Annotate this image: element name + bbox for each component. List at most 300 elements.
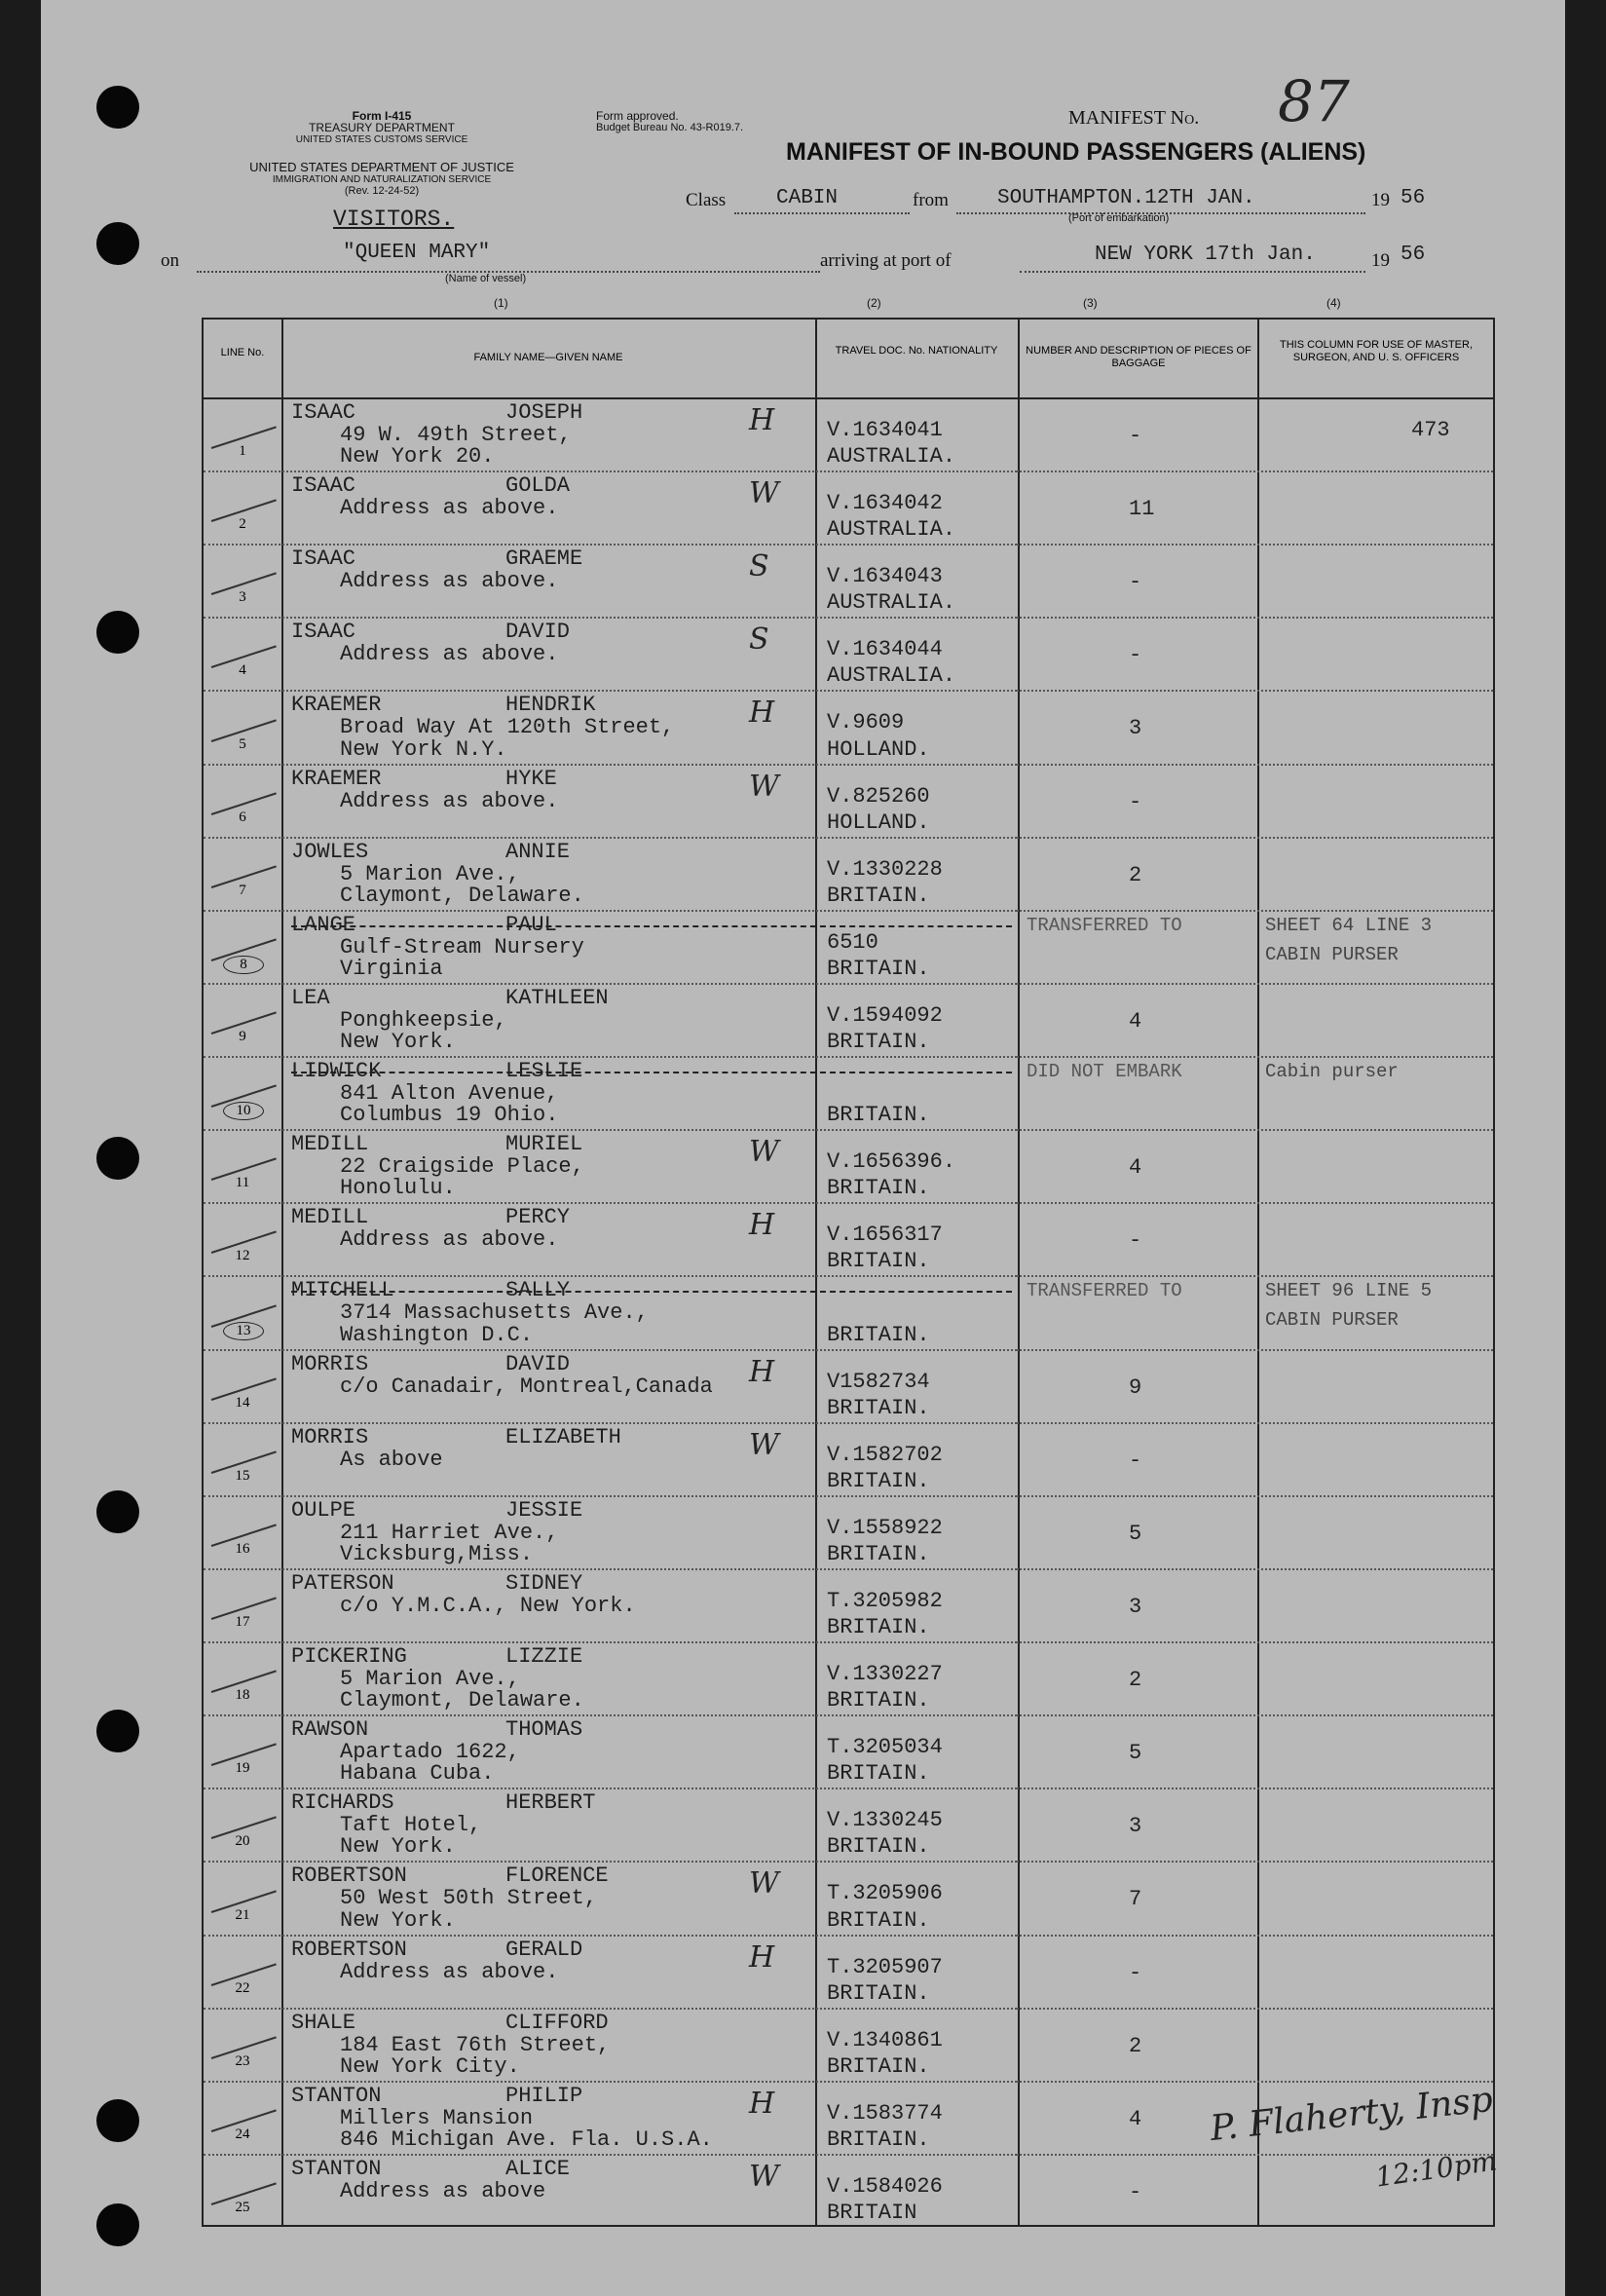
nationality: BRITAIN. [827,1468,930,1493]
address-line-1: Address as above. [340,496,559,521]
year2-value: 56 [1401,244,1426,266]
strike-line [291,1291,1012,1293]
row-rule [1017,1349,1493,1351]
header-officers: THIS COLUMN FOR USE OF MASTER, SURGEON, AND U. S. OFFICERS [1279,339,1473,363]
baggage: 5 [1129,1521,1142,1546]
address-line-1: Address as above. [340,642,559,667]
punch-hole [96,86,139,129]
address-line-1: Address as above [340,2178,546,2203]
hand-mark: H [749,403,775,437]
table-row [204,1422,1493,1495]
row-rule [204,1935,1017,1937]
address-line-1: 50 West 50th Street, [340,1886,598,1911]
row-rule [204,1568,1017,1570]
address-line-1: Broad Way At 120th Street, [340,715,675,740]
line-number: 6 [239,809,246,825]
vessel-caption: (Name of vessel) [445,273,527,284]
given-name: DAVID [505,1351,571,1376]
given-name: SIDNEY [505,1570,583,1596]
nationality: BRITAIN. [827,1395,930,1420]
hand-mark: H [749,1208,775,1243]
manifest-title: MANIFEST OF IN-BOUND PASSENGERS (ALIENS) [786,138,1366,166]
year1-value: 56 [1401,187,1426,209]
address-line-1: Address as above. [340,788,559,813]
family-name: STANTON [291,2156,382,2181]
baggage: 2 [1129,862,1142,887]
from-value: SOUTHAMPTON.12TH JAN. [997,187,1255,209]
punch-hole [96,1490,139,1533]
row-rule [1017,470,1493,472]
hand-mark: S [749,549,769,584]
table-row [204,2008,1493,2081]
row-rule [204,1861,1017,1863]
col-num-1: (1) [494,296,508,310]
form-approved: Form approved. [596,109,679,123]
nationality: BRITAIN. [827,1103,930,1128]
year2-label: 19 [1371,250,1390,271]
travel-doc-no: T.3205034 [827,1735,943,1760]
address-line-2: New York. [340,1907,456,1933]
line-number: 2 [239,516,246,533]
baggage: - [1129,570,1142,595]
row-rule [1017,1788,1493,1789]
address-line-2: Habana Cuba. [340,1761,495,1787]
travel-doc-no: V.1634041 [827,418,943,442]
col-num-2: (2) [867,296,881,310]
treasury-dept: TREASURY DEPARTMENT [309,121,455,134]
row-rule [204,1641,1017,1643]
nationality: BRITAIN. [827,1688,930,1713]
row-rule [204,2154,1017,2156]
given-name: GERALD [505,1937,583,1962]
row-rule [204,837,1017,839]
line-number: 18 [235,1687,250,1704]
nationality: BRITAIN. [827,1834,930,1860]
header-travel: TRAVEL DOC. No. NATIONALITY [835,345,998,357]
table-row [204,544,1493,617]
family-name: OULPE [291,1497,356,1523]
officer-note-2: CABIN PURSER [1265,1309,1399,1332]
line-number: 22 [235,1979,250,1996]
address-line-1: 841 Alton Avenue, [340,1081,559,1107]
address-line-1: 5 Marion Ave., [340,1667,520,1692]
row-rule [1017,983,1493,985]
family-name: ISAAC [291,400,356,425]
family-name: ISAAC [291,546,356,572]
line-number: 4 [239,662,246,679]
hand-mark: W [749,2159,779,2194]
line-number: 21 [235,1906,250,1923]
row-rule [204,1714,1017,1716]
row-rule [204,764,1017,766]
address-line-1: 22 Craigside Place, [340,1154,584,1180]
nationality: BRITAIN. [827,883,930,908]
col-num-3: (3) [1083,296,1098,310]
row-rule [1017,2008,1493,2010]
row-rule [1017,1275,1493,1277]
nationality: BRITAIN. [827,1322,930,1347]
hand-mark: S [749,622,769,658]
table-row [204,1714,1493,1788]
visitors-label: VISITORS. [333,207,455,232]
hand-mark: H [749,1939,775,1975]
table-header [204,320,1493,399]
baggage: - [1129,2179,1142,2204]
line-number: 17 [235,1614,250,1631]
table-row [204,617,1493,690]
line-number: 24 [235,2126,250,2142]
baggage: 3 [1129,1814,1142,1839]
family-name: MORRIS [291,1424,369,1449]
address-line-1: 3714 Massachusetts Ave., [340,1300,649,1326]
line-number: 7 [239,882,246,898]
table-row [204,1861,1493,1934]
address-line-1: Apartado 1622, [340,1740,520,1765]
travel-doc-no: V.9609 [827,710,905,735]
address-line-1: As above [340,1447,443,1472]
table-row [204,1275,1493,1348]
line-number: 3 [239,589,246,606]
header-baggage: NUMBER AND DESCRIPTION OF PIECES OF BAGGAGE [1026,345,1251,369]
row-rule [204,1495,1017,1497]
nationality: BRITAIN. [827,2127,930,2152]
given-name: HERBERT [505,1790,596,1816]
punch-hole [96,2099,139,2142]
row-rule [1017,690,1493,692]
baggage: 4 [1129,1008,1142,1034]
nationality: AUSTRALIA. [827,517,956,543]
from-label: from [913,190,949,210]
address-line-2: New York N.Y. [340,736,507,762]
travel-doc-no: T.3205907 [827,1954,943,1979]
family-name: PICKERING [291,1644,407,1670]
nationality: BRITAIN. [827,1030,930,1055]
address-line-1: c/o Y.M.C.A., New York. [340,1593,636,1618]
nationality: BRITAIN [827,2200,917,2225]
table-row [204,1129,1493,1202]
row-rule [204,1129,1017,1131]
travel-doc-no: V.1634042 [827,491,943,516]
table-row [204,983,1493,1056]
port-caption: (Port of embarkation) [1068,212,1170,224]
row-rule [204,617,1017,619]
nationality: BRITAIN. [827,1907,930,1933]
travel-doc-no: V.1634044 [827,637,943,662]
row-rule [1017,764,1493,766]
nationality: AUSTRALIA. [827,663,956,689]
nationality: BRITAIN. [827,1249,930,1274]
baggage: 4 [1129,1155,1142,1181]
travel-doc-no: V.1330245 [827,1808,943,1833]
table-row [204,1495,1493,1568]
line-number: 25 [235,2199,250,2215]
given-name: HENDRIK [505,693,596,718]
row-rule [1017,1129,1493,1131]
officer-note: 473 [1411,418,1450,442]
family-name: RICHARDS [291,1790,394,1816]
line-number: 13 [223,1322,264,1340]
address-line-2: Claymont, Delaware. [340,1688,584,1713]
travel-doc-no: V.1582702 [827,1442,943,1467]
given-name: LIZZIE [505,1644,583,1670]
baggage: 9 [1129,1374,1142,1400]
family-name: ROBERTSON [291,1863,407,1889]
row-rule [1017,1568,1493,1570]
manifest-number-label: MANIFEST No. [1068,107,1200,129]
nationality: BRITAIN. [827,1615,930,1640]
arriving-underline [1020,271,1365,273]
nationality: AUSTRALIA. [827,444,956,470]
table-row [204,1202,1493,1275]
nationality: BRITAIN. [827,1176,930,1201]
hand-mark: H [749,2086,775,2121]
address-line-2: New York City. [340,2053,520,2079]
on-label: on [161,250,179,271]
baggage: 4 [1129,2106,1142,2131]
given-name: SALLY [505,1278,571,1303]
class-label: Class [686,190,727,210]
address-line-2: Washington D.C. [340,1322,534,1347]
family-name: MORRIS [291,1351,369,1376]
travel-doc-no: V.1583774 [827,2100,943,2126]
baggage: DID NOT EMBARK [1027,1061,1182,1083]
table-row [204,910,1493,983]
baggage: 5 [1129,1741,1142,1766]
punch-hole [96,222,139,265]
travel-doc-no: T.3205982 [827,1588,943,1613]
address-line-1: 5 Marion Ave., [340,861,520,886]
nationality: BRITAIN. [827,1761,930,1787]
address-line-1: Address as above. [340,1959,559,1984]
row-rule [1017,2081,1493,2083]
travel-doc-no: V.1594092 [827,1002,943,1028]
address-line-1: 211 Harriet Ave., [340,1520,559,1545]
table-row [204,690,1493,763]
row-rule [204,1349,1017,1351]
row-rule [1017,1714,1493,1716]
table-row [204,1056,1493,1129]
line-number: 12 [235,1248,250,1264]
travel-doc-no: V.1584026 [827,2173,943,2199]
baggage: - [1129,1448,1142,1473]
baggage: 2 [1129,1668,1142,1693]
line-number: 14 [235,1394,250,1411]
punch-hole [96,1710,139,1752]
given-name: THOMAS [505,1717,583,1743]
row-rule [204,1422,1017,1424]
header-name: FAMILY NAME—GIVEN NAME [473,352,623,363]
budget-bureau: Budget Bureau No. 43-R019.7. [596,122,744,133]
travel-doc-no: 6510 [827,929,878,955]
punch-hole [96,611,139,654]
family-name: RAWSON [291,1717,369,1743]
table-row [204,1935,1493,2008]
hand-mark: H [749,1354,775,1389]
row-rule [204,983,1017,985]
travel-doc-no: V.1330227 [827,1662,943,1687]
strike-line [291,925,1012,927]
row-rule [1017,1202,1493,1204]
row-rule [1017,1641,1493,1643]
row-rule [1017,1861,1493,1863]
line-number: 19 [235,1760,250,1777]
strike-line [291,1072,1012,1073]
family-name: JOWLES [291,839,369,864]
given-name: PERCY [505,1205,571,1230]
address-line-1: Gulf-Stream Nursery [340,934,584,960]
row-rule [1017,1056,1493,1058]
nationality: BRITAIN. [827,1541,930,1566]
customs-service: UNITED STATES CUSTOMS SERVICE [295,134,468,145]
arriving-value: NEW YORK 17th Jan. [1095,244,1316,266]
address-line-1: Ponghkeepsie, [340,1007,507,1033]
family-name: MEDILL [291,1132,369,1157]
punch-hole [96,2203,139,2246]
row-rule [204,1275,1017,1277]
hand-mark: W [749,476,779,511]
year1-label: 19 [1371,190,1390,210]
table-row [204,470,1493,544]
manifest-table [202,318,1495,2227]
table-row [204,1349,1493,1422]
address-line-2: 846 Michigan Ave. Fla. U.S.A. [340,2127,713,2152]
travel-doc-no: V.1656396. [827,1149,956,1175]
header-line-no: LINE No. [220,347,265,358]
row-rule [204,544,1017,546]
nationality: BRITAIN. [827,956,930,981]
row-rule [204,470,1017,472]
nationality: BRITAIN. [827,1980,930,2006]
class-underline [734,212,910,214]
travel-doc-no: T.3205906 [827,1881,943,1906]
given-name: FLORENCE [505,1863,609,1889]
line-number: 5 [239,735,246,752]
form-number: Form I-415 [352,109,412,123]
address-line-2: Honolulu. [340,1176,456,1201]
table-row [204,837,1493,910]
row-rule [1017,1422,1493,1424]
row-rule [204,2081,1017,2083]
officer-note: Cabin purser [1265,1061,1399,1083]
line-number: 10 [223,1102,264,1120]
line-number: 9 [239,1029,246,1045]
table-row [204,1788,1493,1861]
baggage: 7 [1129,1887,1142,1912]
officer-note: SHEET 96 LINE 5 [1265,1280,1433,1302]
address-line-2: Vicksburg,Miss. [340,1541,534,1566]
travel-doc-no: V.1634043 [827,564,943,589]
family-name: MITCHELL [291,1278,394,1303]
family-name: KRAEMER [291,693,382,718]
travel-doc-no: V1582734 [827,1369,930,1394]
address-line-1: Address as above. [340,569,559,594]
travel-doc-no: V.1558922 [827,1515,943,1540]
manifest-number: 87 [1278,68,1350,134]
hand-mark: W [749,1135,779,1170]
address-line-1: Millers Mansion [340,2105,534,2130]
travel-doc-no: V.1340861 [827,2027,943,2052]
family-name: SHALE [291,2010,356,2035]
baggage: 3 [1129,1594,1142,1619]
given-name: JOSEPH [505,400,583,425]
baggage: - [1129,424,1142,448]
given-name: ANNIE [505,839,571,864]
punch-hole [96,1137,139,1180]
nationality: HOLLAND. [827,736,930,762]
nationality: HOLLAND. [827,809,930,835]
given-name: MURIEL [505,1132,583,1157]
officer-note-2: CABIN PURSER [1265,943,1399,965]
baggage: 3 [1129,716,1142,741]
hand-mark: W [749,1866,779,1901]
given-name: GRAEME [505,546,583,572]
row-rule [204,910,1017,912]
table-row [204,1641,1493,1714]
given-name: GOLDA [505,473,571,499]
address-line-2: Virginia [340,956,443,981]
address-line-2: New York. [340,1834,456,1860]
given-name: DAVID [505,620,571,645]
inspector-signature: P. Flaherty, Insp [1208,2079,1495,2150]
address-line-2: New York. [340,1030,456,1055]
family-name: LEA [291,985,330,1010]
row-rule [1017,1935,1493,1937]
hand-mark: H [749,696,775,731]
nationality: BRITAIN. [827,2053,930,2079]
family-name: ISAAC [291,473,356,499]
family-name: MEDILL [291,1205,369,1230]
given-name: PHILIP [505,2083,583,2108]
family-name: ISAAC [291,620,356,645]
officer-note: SHEET 64 LINE 3 [1265,914,1433,936]
baggage: - [1129,643,1142,668]
row-rule [1017,1495,1493,1497]
travel-doc-no: V.825260 [827,783,930,809]
arriving-label: arriving at port of [820,250,952,271]
baggage: - [1129,1960,1142,1985]
baggage: - [1129,789,1142,814]
row-rule [204,1788,1017,1789]
travel-doc-no: V.1330228 [827,856,943,882]
address-line-2: New York 20. [340,444,495,470]
baggage: TRANSFERRED TO [1027,914,1182,936]
given-name: LESLIE [505,1059,583,1084]
given-name: HYKE [505,766,557,791]
address-line-1: c/o Canadair, Montreal,Canada [340,1374,713,1399]
family-name: LANGE [291,912,356,937]
given-name: CLIFFORD [505,2010,609,2035]
family-name: PATERSON [291,1570,394,1596]
address-line-2: Claymont, Delaware. [340,883,584,908]
row-rule [204,1056,1017,1058]
family-name: LIDWICK [291,1059,382,1084]
baggage: 11 [1129,497,1155,522]
given-name: ELIZABETH [505,1424,621,1449]
line-number: 16 [235,1540,250,1557]
row-rule [1017,910,1493,912]
travel-doc-no: V.1656317 [827,1223,943,1248]
baggage: 2 [1129,2033,1142,2058]
line-number: 1 [239,443,246,460]
table-row [204,397,1493,470]
given-name: PAUL [505,912,557,937]
row-rule [1017,837,1493,839]
nationality: AUSTRALIA. [827,590,956,616]
line-number: 20 [235,1833,250,1850]
baggage: TRANSFERRED TO [1027,1280,1182,1302]
row-rule [1017,617,1493,619]
baggage: - [1129,1228,1142,1254]
